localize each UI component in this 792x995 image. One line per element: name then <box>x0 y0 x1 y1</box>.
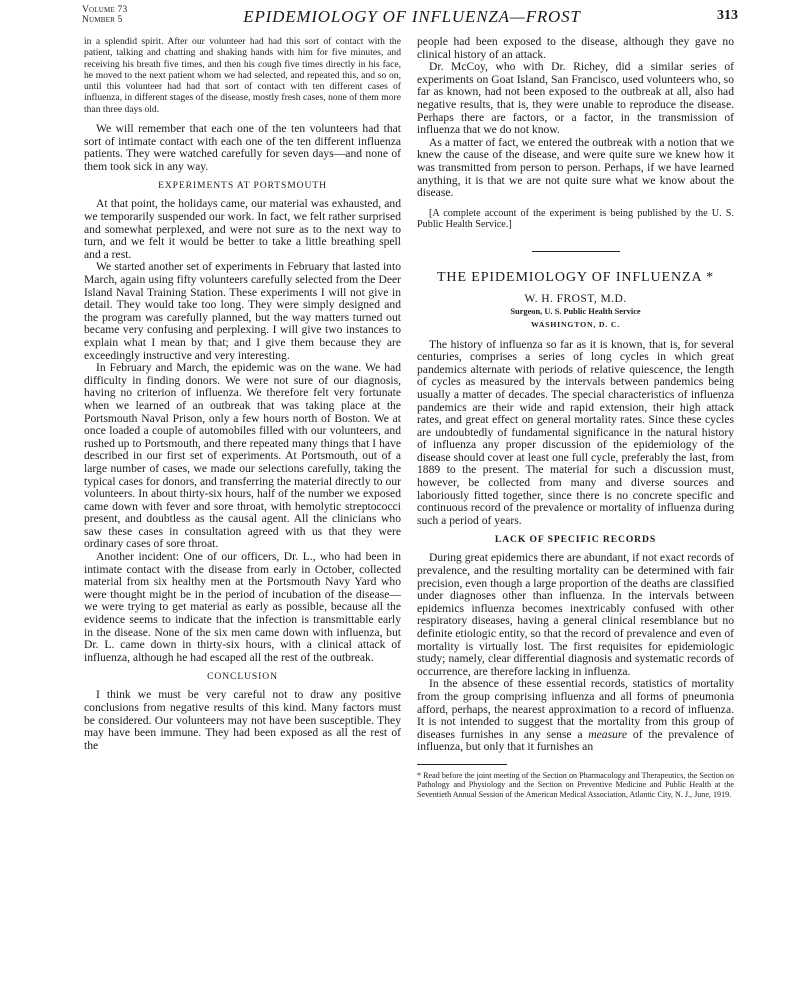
quoted-passage: in a splendid spirit. After our volunteer had had this sort of contact with the patient, talking and chatting and shaking hands with him for five minutes, and receiving his breath five times, and then his cough five times directly in his face, he moved to the next patient whom we had selected, and repeated this, and so on, until this volunteer had had that sort of contact with ten different cases of influenza, in different stages of the disease, mostly fresh cases, none of them more than three days old. <box>84 36 401 115</box>
paragraph-text: of the prevalence of influenza, but only that it furnishes an <box>417 727 734 754</box>
author-location: WASHINGTON, D. C. <box>530 319 621 329</box>
body-paragraph: At that point, the holidays came, our material was exhausted, and we temporarily suspended our work. In fact, we felt rather surprised and somewhat perplexed, and were not sure as to the next way to turn, and we felt it would be better to take a little breathing spell and a rest. <box>84 197 401 261</box>
paragraph-text: In the absence of these essential records, statistics of mortality from the group comprising influenza and all forms of pneumonia afford, perhaps, the nearest approximation to a record of influenza. It is not intended to suggest that the mortality from this group of diseases furnishes in any sense a <box>417 677 734 741</box>
right-column <box>417 36 734 799</box>
body-paragraph: We started another set of experiments in February that lasted into March, again using fifty volunteers carefully selected from the Deer Island Naval Training Station. These experiments I will not give in detail. They would take too long. They were simply designed and the program was carefully planned, but the way matters turned out became very confusing and perplexing. I will give two instances to explain what I mean by that; and I give them because they are exceedingly instructive and very interesting. <box>84 260 401 362</box>
volume-number <box>82 6 127 25</box>
volume-label: Volume 73 <box>82 5 128 15</box>
page-number: 313 <box>717 8 738 23</box>
section-heading-lack-of-records: LACK OF SPECIFIC RECORDS <box>494 534 657 546</box>
editorial-note: [A complete account of the experiment is being published by the U. S. Public Health Service.] <box>417 207 734 231</box>
body-paragraph: I think we must be very careful not to draw any positive conclusions from negative results of this kind. Many factors must be considered. Our volunteers may not have been susceptible. They may have been immune. They had been exposed as all the rest of the <box>84 688 401 752</box>
running-header <box>82 5 738 29</box>
body-paragraph: Another incident: One of our officers, Dr. L., who had been in intimate contact with the disease from early in October, collected material from six healthy men at the Portsmouth Navy Yard who were thought might be in the period of incubation of the disease—we were trying to get material as early as possible, because all the evidence seems to indicate that the infection is transmittable early in the disease. None of the six men came down with influenza, but Dr. L. came down in thirty-six hours, with a clinical attack of influenza, although he had escaped all the rest of the outbreak. <box>84 550 401 664</box>
body-paragraph: The history of influenza so far as it is known, that is, for several centuries, comprises a series of long cycles in which great pandemics alternate with periods of relative quiescence, the length of cycles as measured by the intervals between pandemics being usually a matter of decades. The special characteristics of influenza pandemics are their wide and rapid extension, their high attack rates, and great effect on general mortality rates. Since these cycles are undoubtedly of fundamental significance in the natural history of influenza any proper discussion of the epidemiology of the disease should cover at least one full cycle, preferably the last, from 1889 to the present. The material for such a discussion must, however, be collected from many and diverse sources and laboriously fitted together, since there is no concrete specific and continuous record of the prevalence or mortality of influenza during such a period of years. <box>417 337 734 527</box>
body-paragraph: Dr. McCoy, who with Dr. Richey, did a similar series of experiments on Goat Island, San Francisco, used volunteers who, so far as known, had not been exposed to the outbreak at all, also had negative results, that is, they were unable to reproduce the disease. Perhaps there are factors, or a factor, in the transmission of influenza that we do not know. <box>417 60 734 137</box>
emphasized-word: measure <box>588 727 628 741</box>
footnote-divider <box>417 764 507 765</box>
body-paragraph: As a matter of fact, we entered the outbreak with a notion that we knew the cause of the disease, and were quite sure we knew how it was transmitted from person to person. Perhaps, if we have learned anything, it is that we are not quite sure what we know about the disease. <box>417 135 734 200</box>
body-paragraph <box>417 678 734 754</box>
footnote: * Read before the joint meeting of the Section on Pharmacology and Therapeutics, the Section on Pathology and Physiology and the Section on Preventive Medicine and Public Health at the Seventieth Annual Session of the American Medical Association, Atlantic City, N. J., June, 1919. <box>417 770 734 799</box>
body-paragraph: We will remember that each one of the ten volunteers had that sort of intimate contact with each one of the ten different influenza patients. They were watched carefully for seven days—and none of them took sick in any way. <box>84 122 401 173</box>
article-title: THE EPIDEMIOLOGY OF INFLUENZA * <box>436 269 715 285</box>
author-name: W. H. FROST, M.D. <box>524 291 627 305</box>
left-column <box>84 36 401 752</box>
section-heading-conclusion: CONCLUSION <box>207 671 278 683</box>
body-paragraph: During great epidemics there are abundant, if not exact records of prevalence, and the resulting mortality can be determined with fair precision, even though a large proportion of the deaths are classified under diagnoses other than influenza. In the intervals between epidemics influenza becomes inextricably confused with other respiratory diseases, having a general clinical resemblance but no definite etiologic entity, so that the record of prevalence and even of mortality is virtually lost. The first requisites for epidemiologic study; namely, clear differential diagnosis and systematic records of occurrence, are therefore lacking in influenza. <box>417 551 734 678</box>
running-title: EPIDEMIOLOGY OF INFLUENZA—FROST <box>243 7 581 26</box>
article-divider <box>532 251 620 252</box>
body-paragraph: people had been exposed to the disease, although they gave no clinical history of an attack. <box>417 35 734 61</box>
body-paragraph: In February and March, the epidemic was on the wane. We had difficulty in finding donors. We were not sure of our diagnosis, having no criterion of influenza. We therefore felt very fortunate when we learned of an outbreak that was taking place at the Portsmouth Naval Prison, only a few hours north of Boston. We at once loaded a couple of automobiles filled with our volunteers, and rushed up to Portsmouth, and there repeated many things that I have described in our first set of experiments. At Portsmouth, out of a large number of cases, we made our selections carefully, taking the typical cases for donors, and transferring the material directly to our volunteers. In about thirty-six hours, half of the number we exposed came down with fever and sore throat, with hemolytic streptococci present, and doubtless as the causal agent. All the clinicians who saw these cases in consultation agreed with us that they were ordinary cases of sore throat. <box>84 361 401 551</box>
issue-number-label: Number 5 <box>82 14 123 25</box>
section-heading-portsmouth: EXPERIMENTS AT PORTSMOUTH <box>158 180 327 192</box>
author-affiliation: Surgeon, U. S. Public Health Service <box>510 306 641 316</box>
